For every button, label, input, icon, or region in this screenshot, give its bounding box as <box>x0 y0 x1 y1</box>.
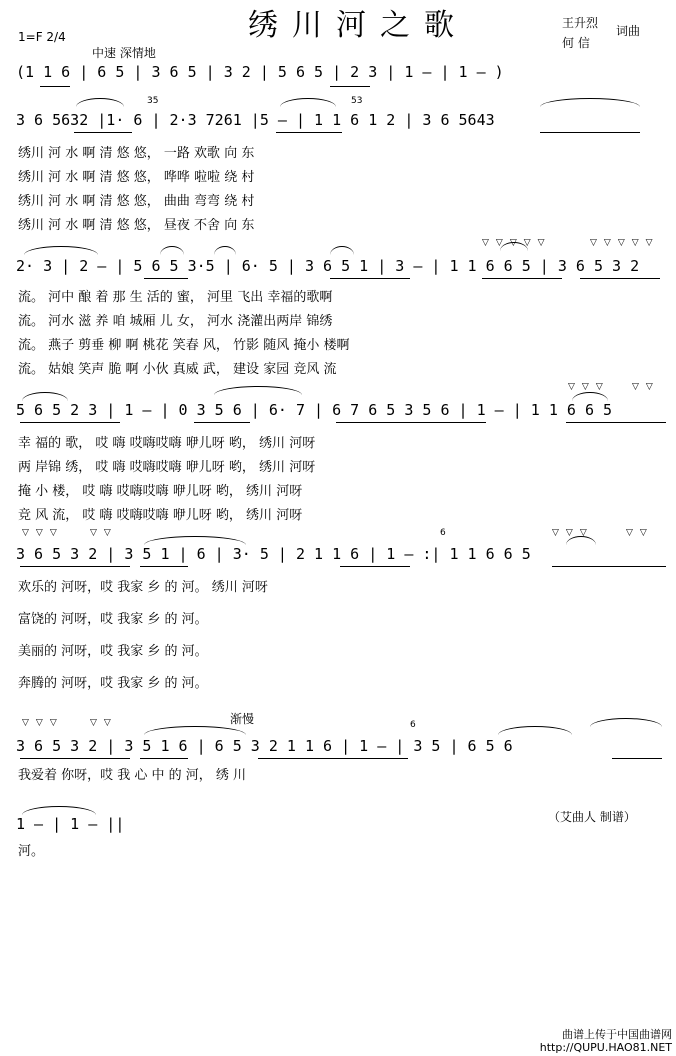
arranger-credit: （艾曲人 制谱） <box>548 810 636 824</box>
notation-line-7: 1 — | 1 — || <box>16 815 125 833</box>
lyric-verse-3: 流。 燕子 剪垂 柳 啊 桃花 笑春 风， 竹影 随风 掩小 楼啊 <box>18 338 350 353</box>
notation-line-4: 5 6 5 2 3 | 1 — | 0 3 5 6 | 6· 7 | 6 7 6 5 3 5 6 | 1 — | 1 1 6 6 5 <box>16 401 613 419</box>
credit-role: 词曲 <box>616 24 641 38</box>
accent-marks: ▽▽ <box>626 528 654 538</box>
grace-note-6: 6 <box>440 528 446 538</box>
beam <box>20 758 130 759</box>
beam <box>144 278 188 279</box>
beam <box>40 86 70 87</box>
slur <box>214 386 302 395</box>
accent-marks: ▽▽▽ <box>568 382 610 392</box>
lyric-verse-1: 欢乐的 河呀，哎 我家 乡 的 河。 绣川 河呀 <box>18 580 268 595</box>
accent-marks: ▽▽▽▽▽ <box>482 238 552 248</box>
lyric-verse-4: 流。 姑娘 笑声 脆 啊 小伙 真威 武， 建设 家园 竞风 流 <box>18 362 337 377</box>
beam <box>74 132 132 133</box>
slur <box>76 98 124 107</box>
grace-note-53: 53 <box>351 96 363 106</box>
accent-marks: ▽▽▽ <box>552 528 594 538</box>
notation-line-6: 3 6 5 3 2 | 3 5 1 6 | 6 5 3 2 1 1 6 | 1 — | 3 5 | 6 5 6 <box>16 737 513 755</box>
beam <box>330 86 370 87</box>
slur <box>590 718 662 727</box>
beam <box>276 132 342 133</box>
lyric-verse-4: 绣川 河 水 啊 清 悠 悠， 昼夜 不舍 向 东 <box>18 218 255 233</box>
beam <box>140 758 188 759</box>
beam <box>482 278 562 279</box>
lyric-line-final: 我爱着 你呀，哎 我 心 中 的 河， 绣 川 <box>18 768 247 783</box>
lyric-verse-4: 竞 风 流， 哎 嗨 哎嗨哎嗨 咿儿呀 哟， 绣川 河呀 <box>18 508 303 523</box>
site-footer <box>540 1028 672 1054</box>
tempo-marking: 中速 深情地 <box>92 46 156 60</box>
lyric-verse-2: 两 岸锦 绣， 哎 嗨 哎嗨哎嗨 咿儿呀 哟， 绣川 河呀 <box>18 460 316 475</box>
beam <box>540 132 640 133</box>
lyric-verse-3: 美丽的 河呀，哎 我家 乡 的 河。 <box>18 644 208 659</box>
notation-line-3: 2· 3 | 2 — | 5 6 5 3·5 | 6· 5 | 3 6 5 1 | 3 — | 1 1 6 6 5 | 3 6 5 3 2 <box>16 257 640 275</box>
lyric-verse-1: 绣川 河 水 啊 清 悠 悠， 一路 欢歌 向 东 <box>18 146 255 161</box>
slur <box>540 98 640 107</box>
lyric-verse-4: 奔腾的 河呀，哎 我家 乡 的 河。 <box>18 676 208 691</box>
beam <box>336 422 486 423</box>
lyric-verse-2: 富饶的 河呀，哎 我家 乡 的 河。 <box>18 612 208 627</box>
composer-name: 何 信 <box>562 36 590 50</box>
beam <box>258 758 408 759</box>
accent-marks: ▽▽ <box>90 718 118 728</box>
beam <box>580 278 660 279</box>
accent-marks: ▽▽ <box>90 528 118 538</box>
beam <box>612 758 662 759</box>
beam <box>140 566 188 567</box>
beam <box>20 422 120 423</box>
lyric-verse-2: 流。 河水 滋 养 咱 城厢 儿 女， 河水 浇灌出两岸 锦绣 <box>18 314 333 329</box>
grace-note-6: 6 <box>410 720 416 730</box>
notation-line-2: 3 6 5632 |1· 6 | 2·3 7261 |5 — | 1 1 6 1 2 | 3 6 5643 <box>16 111 495 129</box>
footer-url: http://QUPU.HAO81.NET <box>539 1041 672 1054</box>
song-title: 绣川河之歌 <box>248 8 468 43</box>
lyric-verse-3: 掩 小 楼， 哎 嗨 哎嗨哎嗨 咿儿呀 哟， 绣川 河呀 <box>18 484 303 499</box>
notation-line-5: 3 6 5 3 2 | 3 5 1 | 6 | 3· 5 | 2 1 1 6 | 1 — :| 1 1 6 6 5 <box>16 545 531 563</box>
beam <box>340 566 410 567</box>
accent-marks: ▽▽▽ <box>22 528 64 538</box>
grace-note-35: 35 <box>147 96 159 106</box>
tempo-change-marking: 渐慢 <box>230 712 255 726</box>
beam <box>330 278 410 279</box>
beam <box>194 422 250 423</box>
lyric-last-word: 河。 <box>18 844 45 859</box>
accent-marks: ▽▽ <box>632 382 660 392</box>
accent-marks: ▽▽▽▽▽ <box>590 238 660 248</box>
beam <box>566 422 666 423</box>
beam <box>20 566 130 567</box>
lyricist-name: 王升烈 <box>562 16 599 30</box>
lyric-verse-1: 幸 福的 歌， 哎 嗨 哎嗨哎嗨 咿儿呀 哟， 绣川 河呀 <box>18 436 316 451</box>
notation-line-1: (1 1 6 | 6 5 | 3 6 5 | 3 2 | 5 6 5 | 2 3 | 1 — | 1 — ) <box>16 63 504 81</box>
footer-upload-note: 曲谱上传于中国曲谱网 <box>562 1028 672 1041</box>
key-signature: 1=F 2/4 <box>18 30 66 44</box>
lyric-verse-1: 流。 河中 酿 着 那 生 活的 蜜， 河里 飞出 幸福的歌啊 <box>18 290 333 305</box>
beam <box>552 566 666 567</box>
accent-marks: ▽▽▽ <box>22 718 64 728</box>
slur <box>280 98 336 107</box>
lyric-verse-2: 绣川 河 水 啊 清 悠 悠， 哗哗 啦啦 绕 村 <box>18 170 255 185</box>
lyric-verse-3: 绣川 河 水 啊 清 悠 悠， 曲曲 弯弯 绕 村 <box>18 194 255 209</box>
